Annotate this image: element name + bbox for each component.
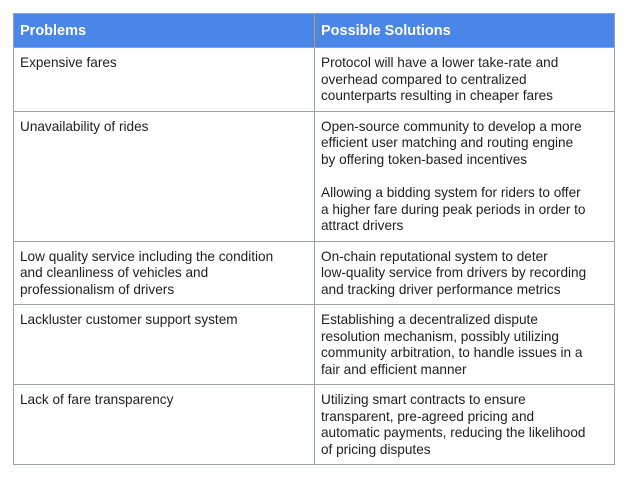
problem-cell bbox=[14, 111, 315, 241]
solution-line: community arbitration, to handle issues in a bbox=[321, 345, 583, 360]
solution-cell bbox=[315, 48, 615, 112]
problem-cell bbox=[14, 305, 315, 385]
problem-line: Lackluster customer support system bbox=[20, 312, 238, 327]
table-header-row bbox=[14, 14, 615, 48]
solution-line: transparent, pre-agreed pricing and bbox=[321, 408, 535, 424]
table-row bbox=[14, 305, 615, 385]
header-problems: Problems bbox=[14, 14, 315, 48]
table-row bbox=[14, 111, 615, 241]
solution-cell bbox=[315, 241, 615, 305]
problem-text bbox=[20, 119, 308, 136]
solution-paragraph bbox=[321, 55, 608, 105]
solution-line: efficient user matching and routing engine bbox=[321, 135, 574, 150]
problem-cell bbox=[14, 48, 315, 112]
problem-line: professionalism of drivers bbox=[20, 281, 175, 297]
solution-line: a higher fare during peak periods in order to bbox=[321, 201, 586, 217]
problems-solutions-table bbox=[13, 13, 615, 465]
solution-line: and tracking driver performance metrics bbox=[321, 281, 561, 297]
problem-text bbox=[20, 55, 308, 72]
solution-paragraph bbox=[321, 312, 608, 378]
solution-line: of pricing disputes bbox=[321, 441, 431, 457]
problem-text bbox=[20, 312, 308, 329]
problem-line: Expensive fares bbox=[20, 55, 117, 70]
solution-line: On-chain reputational system to deter bbox=[321, 248, 548, 264]
solution-line: low-quality service from drivers by recording bbox=[321, 265, 587, 280]
table-body bbox=[14, 48, 615, 465]
problem-text bbox=[20, 249, 308, 299]
solution-line: Open-source community to develop a more bbox=[321, 118, 582, 134]
solution-line: resolution mechanism, possibly utilizing bbox=[321, 328, 559, 344]
table-row bbox=[14, 385, 615, 465]
solution-line: counterparts resulting in cheaper fares bbox=[321, 88, 553, 103]
header-possible-solutions: Possible Solutions bbox=[315, 14, 615, 48]
solution-paragraph bbox=[321, 119, 608, 169]
solution-line: Allowing a bidding system for riders to offer bbox=[321, 185, 581, 200]
problem-cell bbox=[14, 385, 315, 465]
solution-line: automatic payments, reducing the likelihood bbox=[321, 425, 586, 440]
problem-line: Unavailability of rides bbox=[20, 118, 149, 134]
solution-paragraph bbox=[321, 392, 608, 458]
problem-text bbox=[20, 392, 308, 409]
solution-line: fair and efficient manner bbox=[321, 361, 467, 377]
solution-paragraph bbox=[321, 185, 608, 235]
table-row bbox=[14, 241, 615, 305]
solution-cell bbox=[315, 111, 615, 241]
problem-line: Low quality service including the condition bbox=[20, 248, 274, 264]
problem-line: and cleanliness of vehicles and bbox=[20, 265, 209, 280]
solution-line: by offering token-based incentives bbox=[321, 151, 528, 167]
table-row bbox=[14, 48, 615, 112]
solution-cell bbox=[315, 385, 615, 465]
solution-line: attract drivers bbox=[321, 218, 404, 233]
solution-line: Utilizing smart contracts to ensure bbox=[321, 392, 526, 407]
problem-cell bbox=[14, 241, 315, 305]
solution-line: Establishing a decentralized dispute bbox=[321, 312, 538, 327]
solution-line: Protocol will have a lower take-rate and bbox=[321, 55, 559, 70]
problem-line: Lack of fare transparency bbox=[20, 392, 174, 407]
solution-line: overhead compared to centralized bbox=[321, 71, 527, 87]
solution-cell bbox=[315, 305, 615, 385]
solution-paragraph bbox=[321, 249, 608, 299]
